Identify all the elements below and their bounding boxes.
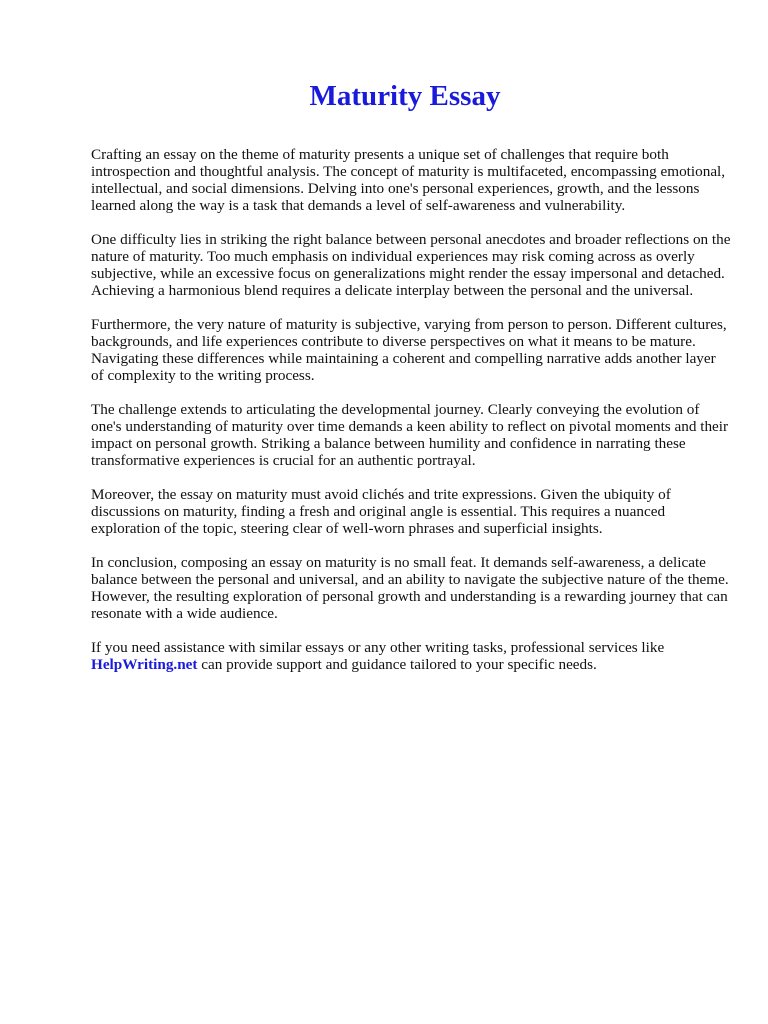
paragraph-4: The challenge extends to articulating the developmental journey. Clearly conveying the evolution of one's understanding of maturity over time demands a keen ability to reflect on pivotal moments and their impact on personal growth. Striking a balance between humility and confidence in narrating these transformative experiences is crucial for an authentic portrayal.	[91, 401, 729, 469]
paragraph-1: Crafting an essay on the theme of maturity presents a unique set of challenges that require both introspection and thoughtful analysis. The concept of maturity is multifaceted, encompassing emotional, intellectual, and social dimensions. Delving into one's personal experiences, growth, and the lessons learned along the way is a task that demands a level of self-awareness and vulnerability.	[91, 146, 726, 214]
helpwriting-link[interactable]: HelpWriting.net	[91, 656, 198, 673]
paragraph-3: Furthermore, the very nature of maturity is subjective, varying from person to person. Different cultures, backgrounds, and life experiences contribute to diverse perspectives on what it means to be mature. Navigating these differences while maintaining a coherent and compelling narrative adds another layer of complexity to the writing process.	[91, 316, 727, 384]
closing-text-before: If you need assistance with similar essays or any other writing tasks, professional services like	[91, 639, 665, 656]
closing-paragraph	[91, 639, 731, 673]
paragraph-5: Moreover, the essay on maturity must avoid clichés and trite expressions. Given the ubiquity of discussions on maturity, finding a fresh and original angle is essential. This requires a nuanced exploration of the topic, steering clear of well-worn phrases and superficial insights.	[91, 486, 671, 537]
paragraph-6: In conclusion, composing an essay on maturity is no small feat. It demands self-awareness, a delicate balance between the personal and universal, and an ability to navigate the subjective nature of the theme. However, the resulting exploration of personal growth and understanding is a rewarding journey that can resonate with a wide audience.	[91, 554, 729, 622]
essay-body	[91, 146, 731, 690]
page-title: Maturity Essay	[309, 80, 501, 112]
closing-text-after: can provide support and guidance tailored to your specific needs.	[197, 656, 597, 673]
paragraph-2: One difficulty lies in striking the right balance between personal anecdotes and broader reflections on the nature of maturity. Too much emphasis on individual experiences may risk coming across as overly subjective, while an excessive focus on generalizations might render the essay impersonal and detached. Achieving a harmonious blend requires a delicate interplay between the personal and the universal.	[91, 231, 731, 299]
